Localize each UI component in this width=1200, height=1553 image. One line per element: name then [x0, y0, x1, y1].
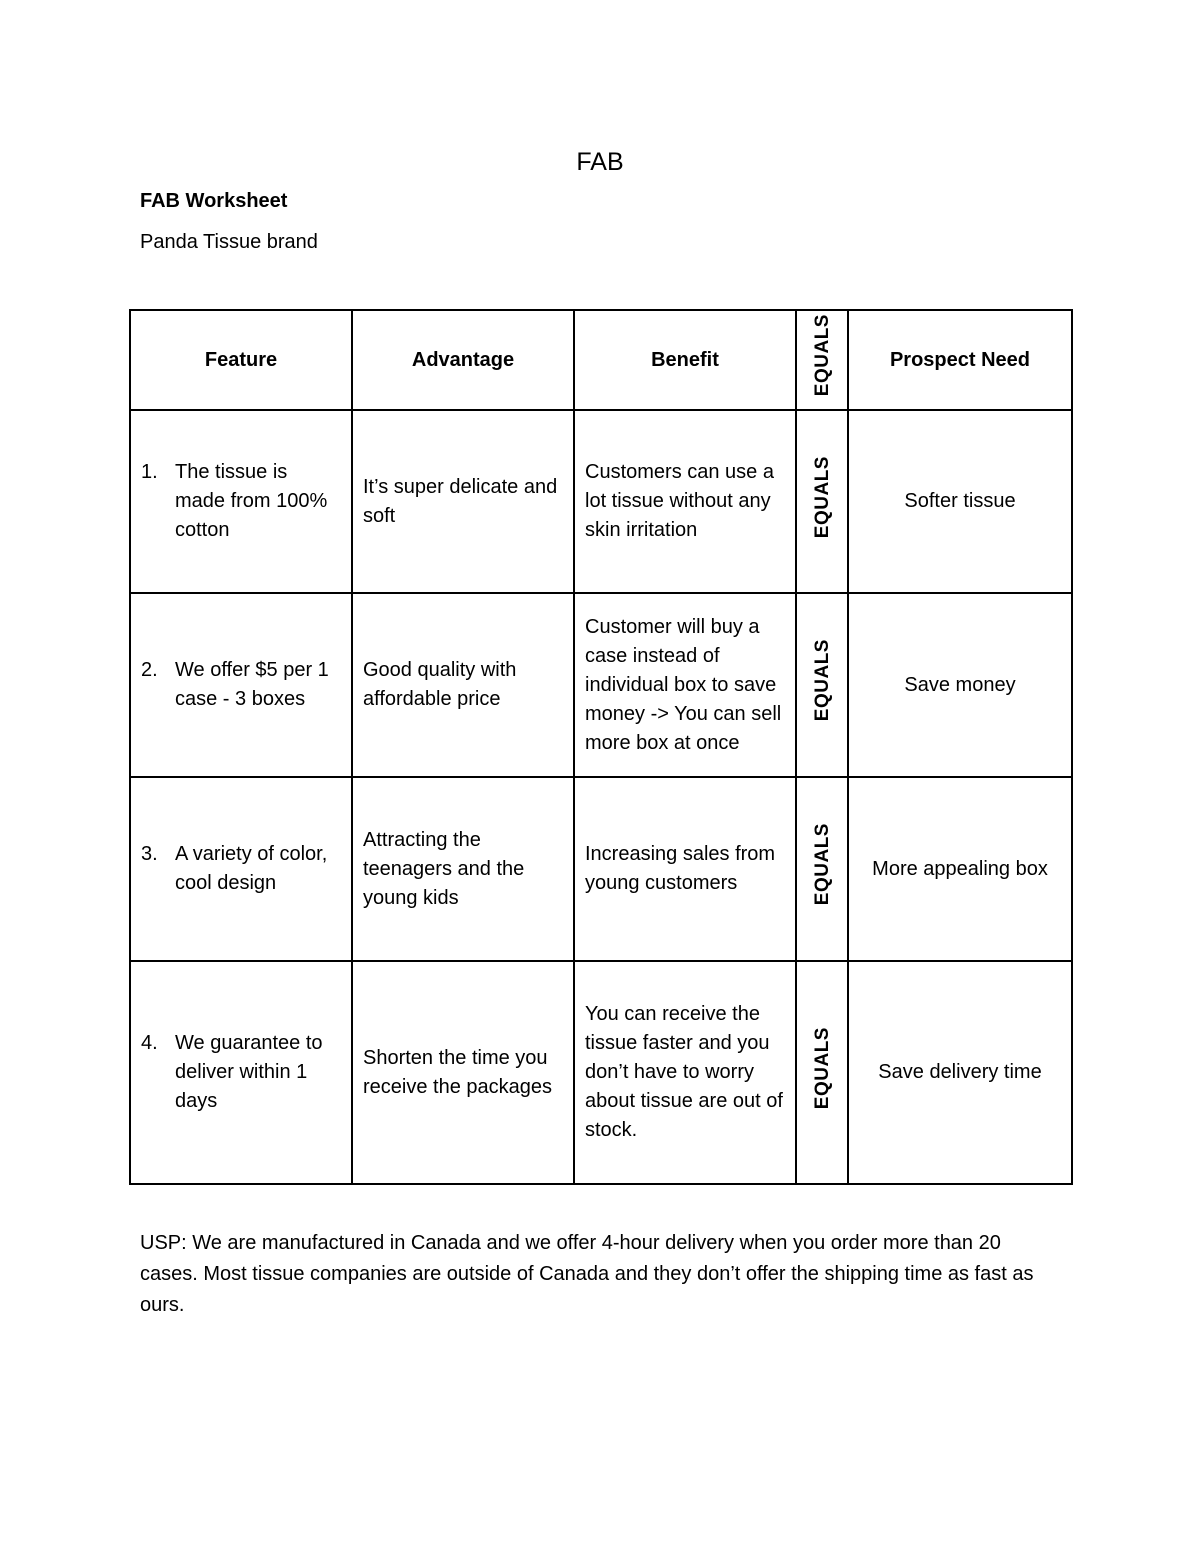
feature-text: A variety of color, cool design: [175, 843, 328, 894]
brand-label: Panda Tissue brand: [140, 231, 318, 253]
usp-paragraph: USP: We are manufactured in Canada and we offer 4-hour delivery when you order more than 20 cases. Most tissue companies are outside of Canada and they don’t offer the shipping time as fast as ours.: [140, 1232, 1034, 1316]
feature-text: We guarantee to deliver within 1 days: [175, 1032, 323, 1112]
feature-cell: [130, 593, 352, 777]
row-number: 1.: [141, 461, 158, 483]
fab-table: [129, 309, 1073, 1185]
row-number: 4.: [141, 1032, 158, 1054]
row-number: 3.: [141, 843, 158, 865]
equals-cell: [796, 410, 848, 593]
prospect-need-cell: Save delivery time: [848, 961, 1072, 1184]
table-row: [130, 777, 1072, 961]
equals-label: EQUALS: [811, 1026, 833, 1110]
equals-cell: [796, 961, 848, 1184]
page-title: FAB: [576, 148, 624, 176]
feature-text: The tissue is made from 100% cotton: [175, 461, 328, 541]
table-row: [130, 961, 1072, 1184]
advantage-cell: Shorten the time you receive the packages: [352, 961, 574, 1184]
feature-cell: [130, 410, 352, 593]
benefit-cell: You can receive the tissue faster and you don’t have to worry about tissue are out of stock.: [574, 961, 796, 1184]
equals-label: EQUALS: [811, 314, 833, 397]
feature-text: We offer $5 per 1 case - 3 boxes: [175, 659, 329, 710]
feature-cell: [130, 777, 352, 961]
equals-cell: [796, 777, 848, 961]
benefit-cell: Customer will buy a case instead of individual box to save money -> You can sell more box at once: [574, 593, 796, 777]
prospect-need-cell: Softer tissue: [848, 410, 1072, 593]
header-feature: Feature: [130, 310, 352, 410]
benefit-cell: Increasing sales from young customers: [574, 777, 796, 961]
advantage-cell: It’s super delicate and soft: [352, 410, 574, 593]
prospect-need-cell: More appealing box: [848, 777, 1072, 961]
header-equals: [796, 310, 848, 410]
advantage-cell: Attracting the teenagers and the young kids: [352, 777, 574, 961]
equals-cell: [796, 593, 848, 777]
table-row: [130, 410, 1072, 593]
advantage-cell: Good quality with affordable price: [352, 593, 574, 777]
equals-label: EQUALS: [811, 823, 833, 906]
table-row: [130, 593, 1072, 777]
equals-label: EQUALS: [811, 455, 833, 539]
worksheet-label: FAB Worksheet: [140, 190, 288, 212]
header-row: [130, 310, 1072, 410]
row-number: 2.: [141, 659, 158, 681]
header-benefit: Benefit: [574, 310, 796, 410]
equals-label: EQUALS: [811, 639, 833, 722]
benefit-cell: Customers can use a lot tissue without any skin irritation: [574, 410, 796, 593]
header-advantage: Advantage: [352, 310, 574, 410]
prospect-need-cell: Save money: [848, 593, 1072, 777]
feature-cell: [130, 961, 352, 1184]
header-prospect-need: Prospect Need: [848, 310, 1072, 410]
